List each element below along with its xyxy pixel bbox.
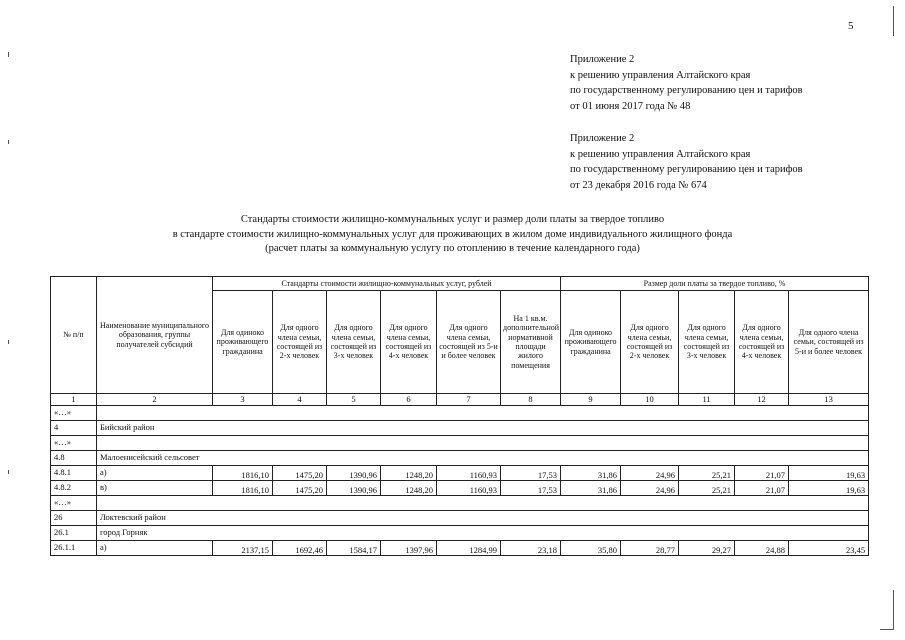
row-name: Бийский район bbox=[97, 421, 869, 436]
table-row bbox=[51, 421, 869, 436]
table-cell: 1284,99 bbox=[437, 541, 501, 556]
table-cell: 1475,20 bbox=[273, 466, 327, 481]
table-header-row bbox=[51, 277, 869, 291]
table-cell: 1816,10 bbox=[213, 481, 273, 496]
row-name bbox=[97, 406, 869, 421]
table-cell: 31,86 bbox=[561, 481, 621, 496]
row-name: а) bbox=[97, 466, 213, 481]
header-cell: Для одного члена семьи, состоящей из 4-х человек bbox=[381, 291, 437, 394]
row-number: 26 bbox=[51, 511, 97, 526]
column-number: 11 bbox=[679, 394, 735, 406]
table-cell: 17,53 bbox=[501, 466, 561, 481]
column-number: 4 bbox=[273, 394, 327, 406]
approval-line: Приложение 2 bbox=[570, 133, 635, 144]
column-number: 7 bbox=[437, 394, 501, 406]
approval-block-2 bbox=[570, 131, 803, 193]
table-cell: 28,77 bbox=[621, 541, 679, 556]
table-cell: 24,88 bbox=[735, 541, 789, 556]
table-cell: 1397,96 bbox=[381, 541, 437, 556]
scan-artifact bbox=[8, 140, 9, 144]
column-number: 13 bbox=[789, 394, 869, 406]
scan-artifact bbox=[893, 6, 894, 36]
table-cell: 1692,46 bbox=[273, 541, 327, 556]
header-cell: Для одного члена семьи, состоящей из 2-х человек bbox=[273, 291, 327, 394]
column-number: 3 bbox=[213, 394, 273, 406]
header-cell: Для одного члена семьи, состоящей из 2-х человек bbox=[621, 291, 679, 394]
column-number: 6 bbox=[381, 394, 437, 406]
table-row bbox=[51, 526, 869, 541]
row-name bbox=[97, 496, 869, 511]
header-cell: На 1 кв.м. дополнительной нормативной площади жилого помещения bbox=[501, 291, 561, 394]
table-row bbox=[51, 541, 869, 556]
table-row bbox=[51, 511, 869, 526]
approval-line: от 23 декабря 2016 года № 674 bbox=[570, 179, 707, 191]
row-number: 26.1 bbox=[51, 526, 97, 541]
approval-line: от 01 июня 2017 года № 48 bbox=[570, 100, 691, 112]
row-number: 4.8.2 bbox=[51, 481, 97, 496]
scan-artifact bbox=[8, 470, 9, 474]
header-cell: Для одиноко проживающего гражданина bbox=[561, 291, 621, 394]
column-number: 5 bbox=[327, 394, 381, 406]
row-number: 26.1.1 bbox=[51, 541, 97, 556]
table-cell: 19,63 bbox=[789, 481, 869, 496]
row-number: 4.8.1 bbox=[51, 466, 97, 481]
table-cell: 19,63 bbox=[789, 466, 869, 481]
table-cell: 21,07 bbox=[735, 466, 789, 481]
header-group-share: Размер доли платы за твердое топливо, % bbox=[561, 277, 869, 291]
column-number: 8 bbox=[501, 394, 561, 406]
approval-line: по государственному регулированию цен и тарифов bbox=[570, 164, 803, 175]
table-cell: 25,21 bbox=[679, 466, 735, 481]
row-name: Локтевский район bbox=[97, 511, 869, 526]
tariff-table bbox=[50, 276, 869, 556]
column-number: 2 bbox=[97, 394, 213, 406]
table-cell: 29,27 bbox=[679, 541, 735, 556]
header-cell: № п/п bbox=[51, 277, 97, 394]
table-cell: 1584,17 bbox=[327, 541, 381, 556]
header-cell: Для одного члена семьи, состоящей из 3-х человек bbox=[327, 291, 381, 394]
header-cell: Для одного члена семьи, состоящей из 5-и и более человек bbox=[437, 291, 501, 394]
column-number: 1 bbox=[51, 394, 97, 406]
scan-artifact bbox=[893, 590, 894, 630]
table-cell: 35,80 bbox=[561, 541, 621, 556]
row-number: «…» bbox=[51, 496, 97, 511]
approval-line: к решению управления Алтайского края bbox=[570, 148, 751, 160]
scan-artifact bbox=[8, 52, 9, 57]
approval-line: Приложение 2 bbox=[570, 54, 635, 65]
table-row bbox=[51, 436, 869, 451]
title-line: в стандарте стоимости жилищно-коммунальных услуг для проживающих в жилом доме индивидуального жилищного фонда bbox=[172, 228, 733, 240]
table-cell: 24,96 bbox=[621, 481, 679, 496]
table-cell: 1248,20 bbox=[381, 481, 437, 496]
table-row bbox=[51, 466, 869, 481]
title-line: Стандарты стоимости жилищно-коммунальных услуг и размер доли платы за твердое топливо bbox=[240, 214, 665, 225]
table-cell: 1248,20 bbox=[381, 466, 437, 481]
table-cell: 25,21 bbox=[679, 481, 735, 496]
table-cell: 24,96 bbox=[621, 466, 679, 481]
column-number: 9 bbox=[561, 394, 621, 406]
row-name: Малоенисейский сельсовет bbox=[97, 451, 869, 466]
table-cell: 1390,96 bbox=[327, 466, 381, 481]
table-cell: 17,53 bbox=[501, 481, 561, 496]
scan-artifact bbox=[8, 340, 9, 344]
table-cell: 1160,93 bbox=[437, 481, 501, 496]
row-number: «…» bbox=[51, 406, 97, 421]
table-cell: 2137,15 bbox=[213, 541, 273, 556]
table-row bbox=[51, 481, 869, 496]
approval-block-1 bbox=[570, 52, 803, 114]
scan-artifact bbox=[880, 629, 894, 630]
column-number: 12 bbox=[735, 394, 789, 406]
row-name: город Горняк bbox=[97, 526, 869, 541]
header-group-standards: Стандарты стоимости жилищно-коммунальных услуг, рублей bbox=[213, 277, 561, 291]
table-cell: 1475,20 bbox=[273, 481, 327, 496]
table-cell: 1390,96 bbox=[327, 481, 381, 496]
header-cell: Наименование муниципального образования, группы получателей субсидий bbox=[97, 277, 213, 394]
header-cell: Для одного члена семьи, состоящей из 4-х человек bbox=[735, 291, 789, 394]
row-number: 4 bbox=[51, 421, 97, 436]
title-line: (расчет платы за коммунальную услугу по отоплению в течение календарного года) bbox=[265, 243, 640, 254]
row-number: «…» bbox=[51, 436, 97, 451]
table-cell: 21,07 bbox=[735, 481, 789, 496]
row-name bbox=[97, 436, 869, 451]
header-cell: Для одного члена семьи, состоящей из 5-и и более человек bbox=[789, 291, 869, 394]
table-cell: 31,86 bbox=[561, 466, 621, 481]
row-name: в) bbox=[97, 481, 213, 496]
row-name: а) bbox=[97, 541, 213, 556]
table-row bbox=[51, 496, 869, 511]
approval-line: к решению управления Алтайского края bbox=[570, 69, 751, 81]
table-row bbox=[51, 451, 869, 466]
row-number: 4.8 bbox=[51, 451, 97, 466]
column-number-row bbox=[51, 394, 869, 406]
header-cell: Для одного члена семьи, состоящей из 3-х человек bbox=[679, 291, 735, 394]
page-number: 5 bbox=[848, 20, 854, 32]
header-cell: Для одиноко проживающего гражданина bbox=[213, 291, 273, 394]
document-title bbox=[0, 213, 905, 257]
approval-line: по государственному регулированию цен и тарифов bbox=[570, 85, 803, 96]
table-row bbox=[51, 406, 869, 421]
table-cell: 23,45 bbox=[789, 541, 869, 556]
table-cell: 1160,93 bbox=[437, 466, 501, 481]
table-cell: 1816,10 bbox=[213, 466, 273, 481]
table-cell: 23,18 bbox=[501, 541, 561, 556]
column-number: 10 bbox=[621, 394, 679, 406]
